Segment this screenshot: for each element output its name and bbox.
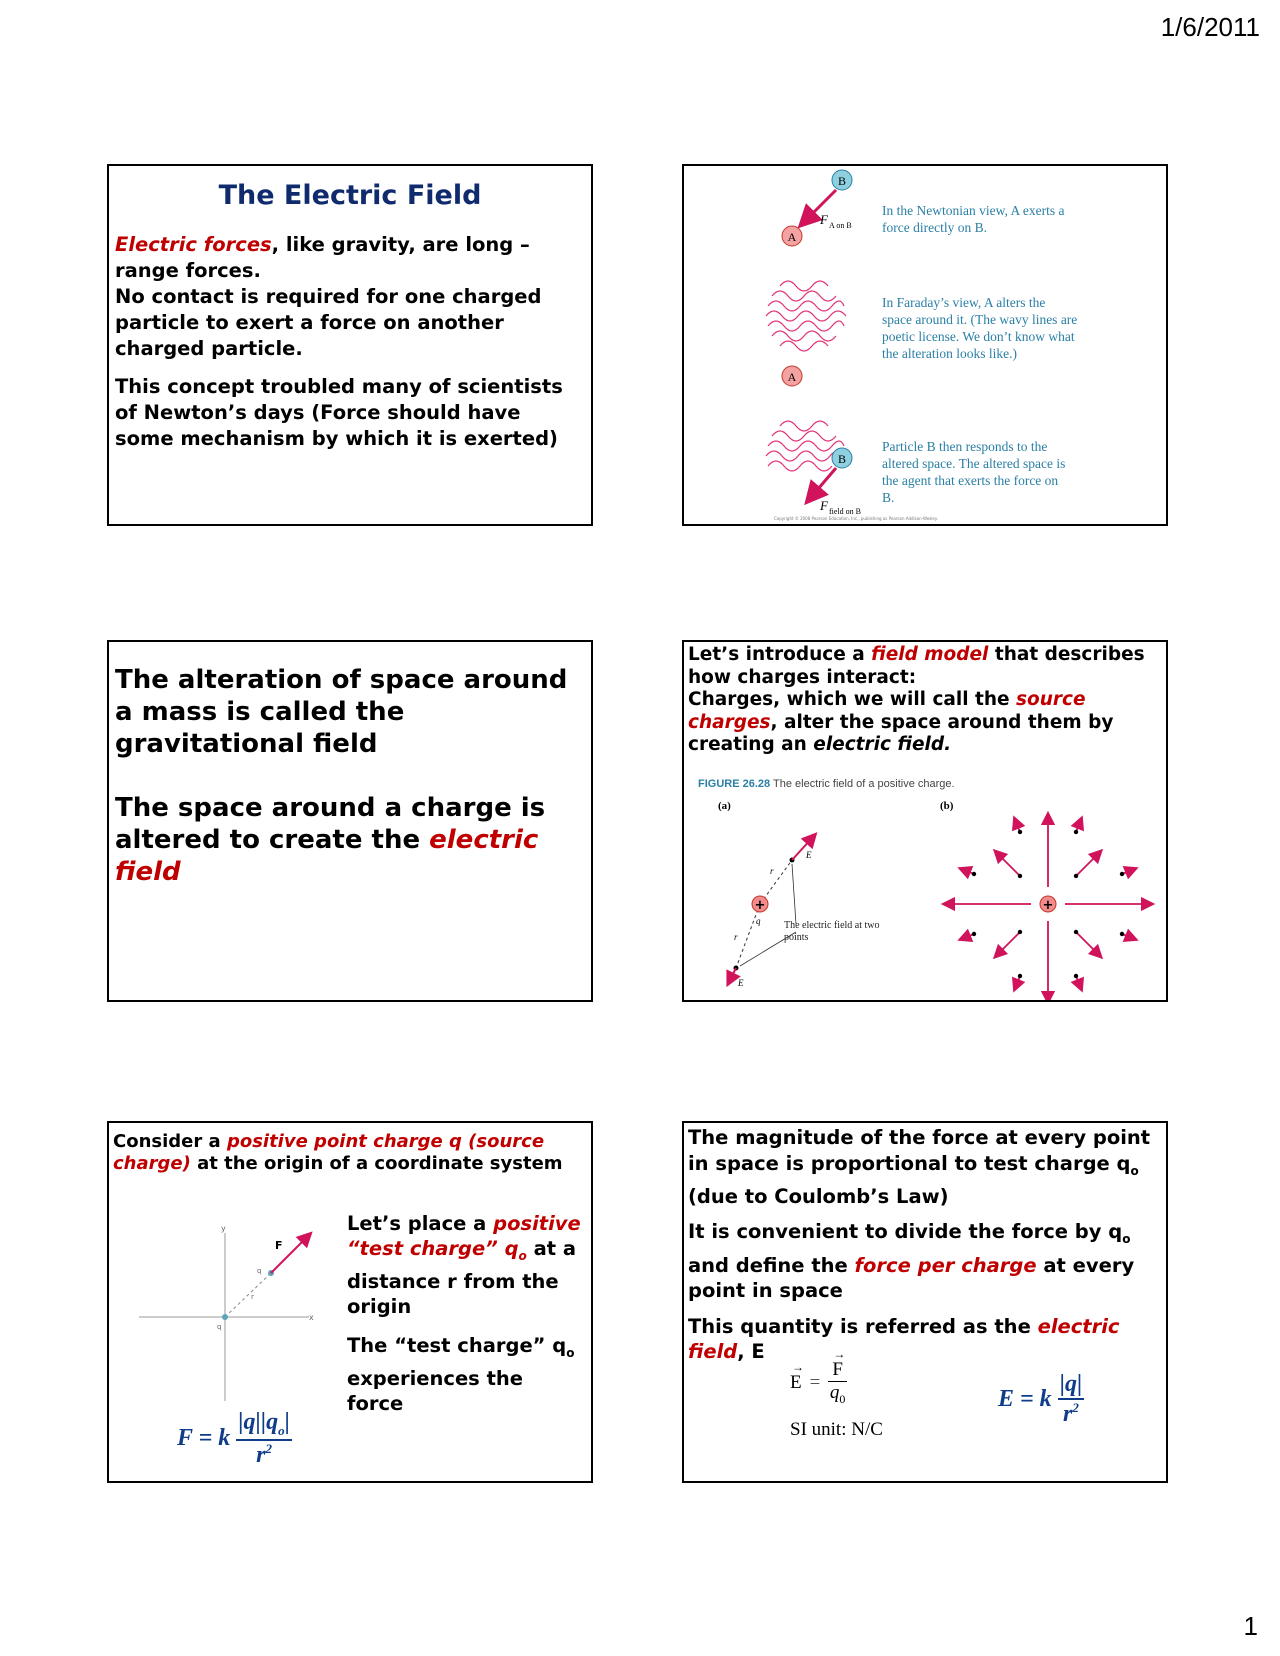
e2-label: E (738, 978, 744, 988)
force-sub-a-on-b: A on B (829, 221, 852, 230)
paragraph-no-contact: No contact is required for one charged particle to exert a force on another charged particle. (115, 285, 542, 360)
page-date: 1/6/2011 (1160, 12, 1260, 42)
text-experiences: experiences the force (347, 1366, 524, 1415)
text-alter-space: , alter the space around them by creating an (688, 711, 1114, 755)
page-number: 1 (1243, 1611, 1258, 1641)
text-magnitude-sub: o (1130, 1163, 1139, 1178)
axis-y-label: y (221, 1224, 226, 1233)
formula-numerator-sub: o (278, 1422, 285, 1438)
callout-line-1 (792, 864, 796, 924)
emphasis-field-model: field model (871, 644, 989, 665)
eq-fraction: → F $q_0$ (829, 1347, 846, 1406)
test-q-label: q (257, 1267, 262, 1275)
slide-body (115, 664, 585, 888)
caption-newtonian: In the Newtonian view, A exerts a force directly on B. (882, 203, 1065, 235)
emphasis-electric-forces: Electric forces (115, 233, 272, 256)
force-arrow-field-on-b (812, 468, 836, 496)
r1-label: r (770, 866, 774, 876)
slide-gravitational-field (107, 640, 593, 1002)
axis-x-label: x (309, 1313, 314, 1322)
slide-electric-field-definition (682, 1121, 1168, 1483)
caption-response: Particle B then responds to the altered space. The altered space is the agent that exerts the force on B. (882, 439, 1066, 505)
source-q-label: q (217, 1323, 222, 1331)
definition-equation (790, 1347, 847, 1407)
paragraph-newton-concern: This concept troubled many of scientists of Newton’s days (Force should have some mechanism by which it is exerted) (115, 375, 563, 450)
text-consider: Consider a (113, 1131, 227, 1152)
eq-equals: = (809, 1371, 821, 1393)
right-text (347, 1211, 583, 1416)
text-convenient-sub: o (1122, 1232, 1131, 1247)
wavy-field-lines-icon (766, 281, 846, 351)
eq-denominator-sub: 0 (839, 1391, 846, 1406)
formula-fraction: $|q||q_o|$ $r^2$ (238, 1409, 290, 1468)
eq-lhs: → E (790, 1359, 804, 1393)
label-b-1: B (837, 174, 847, 188)
text-introduce: Let’s introduce a (688, 644, 872, 665)
figure-label: FIGURE 26.28 (698, 778, 771, 790)
emphasis-source-charges: source charges (688, 689, 1086, 733)
force-label-1: F (820, 212, 828, 227)
emphasis-source-charge: positive point charge q (source charge) (113, 1131, 545, 1174)
caption-faraday: In Faraday’s view, A alters the space around it. (The wavy lines are poetic license. We don’t know what the alteration looks like.) (882, 295, 1078, 361)
callout-text: The electric field at two points (784, 920, 880, 943)
text-coulomb: (due to Coulomb’s Law) (688, 1184, 949, 1208)
text-magnitude: The magnitude of the force at every point in space is proportional to test charge q (688, 1126, 1151, 1175)
panel-b-label: (b) (940, 800, 954, 812)
radius-r2 (736, 904, 760, 968)
si-unit: SI unit: N/C (790, 1419, 883, 1440)
field-vector-e2 (730, 968, 736, 980)
slide-field-model (682, 640, 1168, 1002)
slide-body (688, 1125, 1162, 1365)
formula-lhs: F = k (177, 1425, 231, 1452)
slide-field-views-figure (682, 164, 1168, 526)
eq-lhs-text: E (790, 1371, 802, 1393)
paragraph-gravitational: The alteration of space around a mass is called the gravitational field (115, 665, 568, 759)
emphasis-electric-field-2: electric field. (813, 734, 952, 755)
q-label-a: q (756, 916, 761, 926)
emphasis-test-charge: positive “test charge” q (347, 1212, 581, 1260)
emphasis-electric-field: electric field (115, 825, 539, 887)
formula-numerator: |q||q (238, 1409, 279, 1435)
slide-electric-field-intro (107, 164, 593, 526)
formula-denominator-sup: 2 (265, 1440, 272, 1456)
text-e: , E (737, 1340, 765, 1364)
slide-body (115, 232, 585, 452)
text-test-charge-sub: o (566, 1345, 575, 1360)
text-lets-place: Let’s place a (347, 1212, 494, 1235)
paragraph-space-around-charge: The space around a charge is altered to create the (115, 793, 546, 855)
field-formula-denominator: r (1063, 1401, 1073, 1427)
field-formula-fraction (1058, 1371, 1085, 1428)
field-formula-denominator-sup: 2 (1072, 1400, 1079, 1415)
r-label: r (251, 1293, 254, 1301)
field-formula-numerator: |q| (1058, 1371, 1085, 1400)
figure-caption-text: The electric field of a positive charge. (773, 778, 955, 790)
electric-field-diagram (684, 642, 1168, 1002)
coulomb-formula (177, 1409, 292, 1469)
force-f-label: F (275, 1239, 283, 1252)
radius-line (225, 1273, 271, 1317)
text-define: and define the (688, 1253, 855, 1277)
text-referred: This quantity is referred as the (688, 1314, 1038, 1338)
r2-label: r (734, 932, 738, 942)
field-formula-lhs: E = k (998, 1386, 1052, 1412)
text-charges: Charges, which we will call the (688, 689, 1017, 710)
label-a-1: A (787, 230, 797, 244)
charge-sign-b: + (1042, 898, 1054, 913)
text-convenient: It is convenient to divide the force by q (688, 1220, 1123, 1244)
charge-sign-a: + (754, 898, 766, 913)
formula-denominator: r (256, 1441, 266, 1468)
text-every-point: at every point in space (688, 1253, 1135, 1303)
paragraph-long-range: , like gravity, are long – range forces. (115, 233, 530, 282)
force-sub-field-on-b: field on B (829, 507, 861, 516)
force-label-2: F (820, 498, 828, 513)
copyright-note: Copyright © 2008 Pearson Education, Inc., publishing as Pearson Addison-Wesley. (774, 516, 938, 521)
e1-label: E (806, 850, 812, 860)
source-charge (222, 1314, 228, 1320)
text-origin: at the origin of a coordinate system (190, 1153, 563, 1174)
eq-denominator: q (829, 1382, 840, 1403)
label-a-2: A (787, 370, 797, 384)
text-test-charge-q: The “test charge” q (347, 1333, 567, 1357)
eq-numerator: F (832, 1359, 843, 1380)
slide-test-charge (107, 1121, 593, 1483)
emphasis-test-charge-sub: o (518, 1248, 527, 1263)
text-describes: that describes how charges interact: (688, 644, 1145, 688)
label-b-2: B (837, 452, 847, 466)
emphasis-force-per-charge: force per charge (854, 1253, 1037, 1277)
panel-a-label: (a) (718, 800, 731, 812)
slide-title: The Electric Field (218, 180, 482, 211)
emphasis-electric-field-3: electric field (688, 1314, 1120, 1364)
field-formula (998, 1371, 1084, 1428)
text-distance: at a distance r from the origin (347, 1237, 576, 1318)
